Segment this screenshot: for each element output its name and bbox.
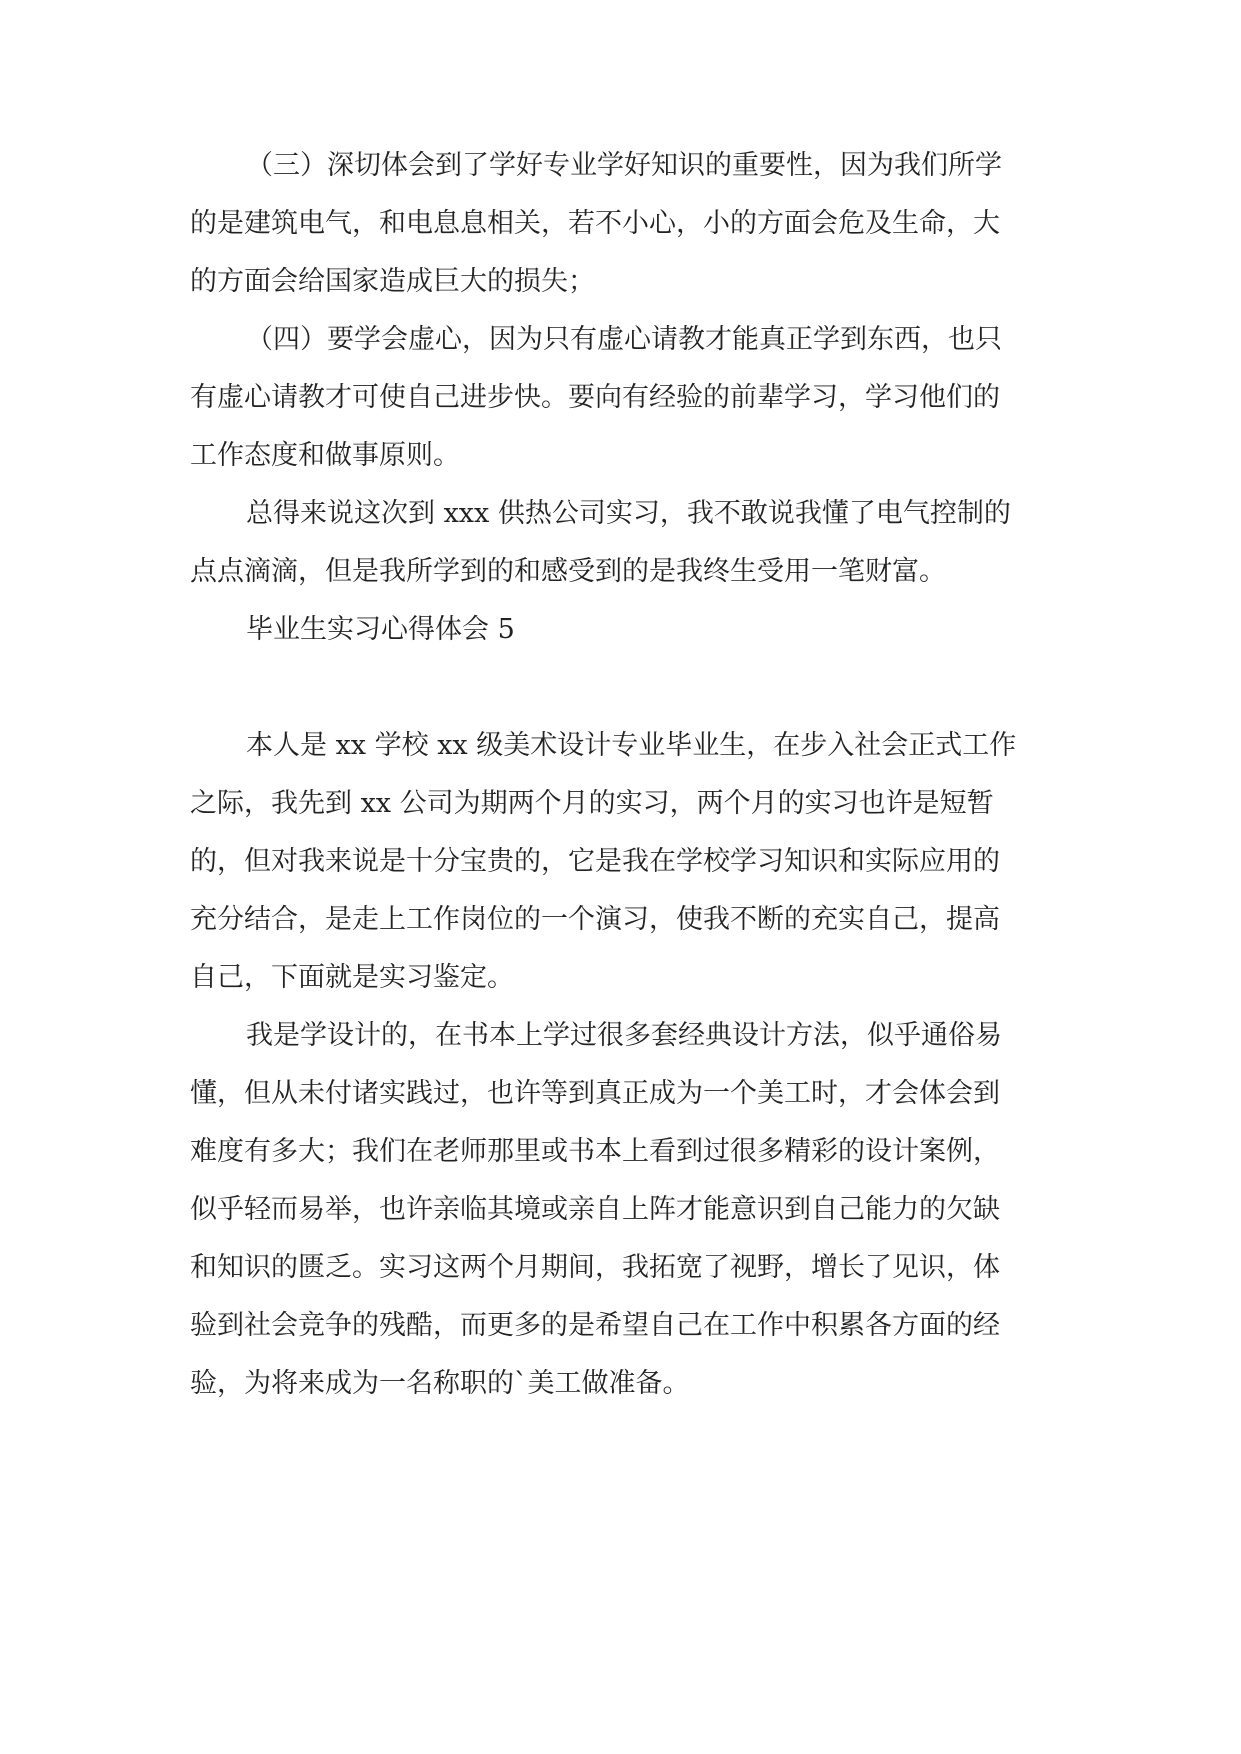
paragraph-line — [0, 1190, 1241, 1230]
paragraph-line — [0, 1306, 1241, 1346]
paragraph-line — [0, 320, 1241, 360]
paragraph-line — [0, 1248, 1241, 1288]
paragraph-line — [0, 378, 1241, 418]
paragraph-text: 的方面会给国家造成巨大的损失； — [190, 266, 595, 297]
paragraph-line — [0, 552, 1241, 592]
paragraph-text: （四）要学会虚心，因为只有虚心请教才能真正学到东西，也只 — [246, 324, 1002, 355]
paragraph-line — [0, 204, 1241, 244]
paragraph-line — [0, 1364, 1241, 1404]
paragraph-line — [0, 1016, 1241, 1056]
paragraph-line — [0, 726, 1241, 766]
paragraph-text: 充分结合，是走上工作岗位的一个演习，使我不断的充实自己，提高 — [190, 904, 1000, 935]
paragraph-text: 总得来说这次到 xxx 供热公司实习，我不敢说我懂了电气控制的 — [246, 498, 1011, 529]
paragraph-text: 似乎轻而易举，也许亲临其境或亲自上阵才能意识到自己能力的欠缺 — [190, 1194, 1000, 1225]
paragraph-text: 难度有多大；我们在老师那里或书本上看到过很多精彩的设计案例， — [190, 1136, 1000, 1167]
paragraph-line — [0, 958, 1241, 998]
paragraph-text: 和知识的匮乏。实习这两个月期间，我拓宽了视野，增长了见识，体 — [190, 1252, 1000, 1283]
paragraph-text: 自己，下面就是实习鉴定。 — [190, 962, 514, 993]
paragraph-line — [0, 146, 1241, 186]
paragraph-line — [0, 900, 1241, 940]
paragraph-line — [0, 436, 1241, 476]
paragraph-text: 工作态度和做事原则。 — [190, 440, 460, 471]
paragraph-line — [0, 1132, 1241, 1172]
paragraph-text: 本人是 xx 学校 xx 级美术设计专业毕业生，在步入社会正式工作 — [246, 730, 1017, 761]
paragraph-text: 的是建筑电气，和电息息相关，若不小心，小的方面会危及生命，大 — [190, 208, 1000, 239]
paragraph-text: 有虚心请教才可使自己进步快。要向有经验的前辈学习，学习他们的 — [190, 382, 1000, 413]
paragraph-text: 的，但对我来说是十分宝贵的，它是我在学校学习知识和实际应用的 — [190, 846, 1000, 877]
paragraph-line — [0, 494, 1241, 534]
paragraph-text: 懂，但从未付诸实践过，也许等到真正成为一个美工时，才会体会到 — [190, 1078, 1000, 1109]
paragraph-line — [0, 262, 1241, 302]
paragraph-text: （三）深切体会到了学好专业学好知识的重要性，因为我们所学 — [246, 150, 1002, 181]
paragraph-text: 验，为将来成为一名称职的`美工做准备。 — [190, 1368, 690, 1399]
paragraph-line — [0, 1074, 1241, 1114]
paragraph-line — [0, 842, 1241, 882]
paragraph-line — [0, 784, 1241, 824]
section-heading — [0, 610, 1241, 650]
paragraph-text: 点点滴滴，但是我所学到的和感受到的是我终生受用一笔财富。 — [190, 556, 946, 587]
paragraph-text: 验到社会竞争的残酷，而更多的是希望自己在工作中积累各方面的经 — [190, 1310, 1000, 1341]
paragraph-text: 我是学设计的，在书本上学过很多套经典设计方法，似乎通俗易 — [246, 1020, 1002, 1051]
paragraph-text: 之际，我先到 xx 公司为期两个月的实习，两个月的实习也许是短暂 — [190, 788, 994, 819]
section-heading-text: 毕业生实习心得体会 5 — [246, 614, 515, 645]
